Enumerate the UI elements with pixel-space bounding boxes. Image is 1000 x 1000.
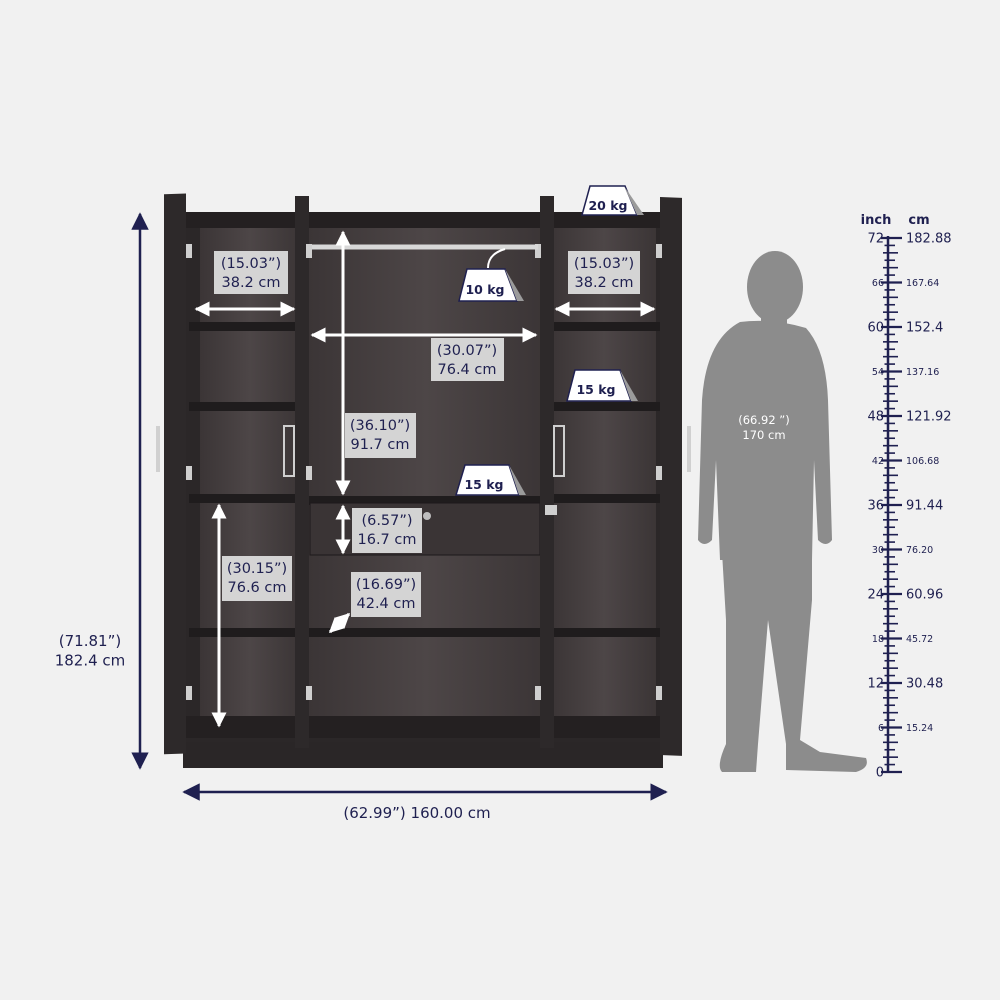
right-shelf-2 — [552, 402, 660, 411]
label-line: 16.7 cm — [357, 531, 417, 548]
label-line: (6.57”) — [361, 513, 413, 529]
ruler-labels — [867, 232, 951, 781]
load-label-top: 20 kg — [588, 198, 628, 213]
handle-outer-left — [156, 426, 160, 472]
label-line: (66.92 ”) — [738, 413, 790, 427]
ruler-inch-label: 6 — [877, 722, 884, 734]
label-line: 42.4 cm — [356, 595, 416, 612]
ruler-cm-label: 152.4 — [906, 320, 944, 336]
label-line: (15.03”) — [220, 256, 282, 272]
label-line: (16.69”) — [355, 577, 417, 593]
overall-height-label — [55, 632, 126, 670]
person-height-label — [738, 413, 790, 442]
door-left-outer — [164, 194, 186, 755]
ruler-inch-label: 0 — [875, 765, 884, 781]
label-line: (36.10”) — [349, 418, 411, 434]
label-line: (71.81”) — [58, 632, 122, 650]
door-right-outer — [660, 197, 682, 756]
ruler-inch-label: 66 — [871, 277, 884, 289]
ruler-cm-header: cm — [908, 213, 930, 228]
ruler-inch-header: inch — [860, 213, 892, 228]
bottom-rail — [183, 716, 663, 738]
ruler-cm-label: 91.44 — [906, 498, 944, 514]
label-line: 38.2 cm — [221, 274, 281, 291]
ruler-inch-label: 12 — [867, 676, 884, 692]
load-label-right-shelf: 15 kg — [576, 382, 616, 397]
label-line: 170 cm — [742, 427, 786, 442]
ruler-cm-label: 60.96 — [906, 587, 944, 603]
handle-outer-right — [687, 426, 691, 472]
left-shelf-2 — [189, 402, 297, 411]
ruler-inch-label: 42 — [871, 455, 884, 467]
label-line: (30.15”) — [226, 561, 288, 577]
center-shelf-lower — [308, 628, 541, 637]
ruler-cm-label: 182.88 — [906, 231, 952, 247]
ruler-inch-label: 24 — [867, 587, 884, 603]
right-shelf-1 — [552, 322, 660, 331]
ruler-inch-label: 60 — [867, 320, 884, 336]
height-ruler — [867, 232, 951, 781]
right-shelf-3 — [552, 494, 660, 503]
label-line: 38.2 cm — [574, 274, 634, 291]
ruler-cm-label: 30.48 — [906, 676, 944, 692]
overall-width-label: (62.99”) 160.00 cm — [343, 804, 491, 822]
person-silhouette — [698, 251, 867, 772]
ruler-cm-label: 167.64 — [906, 277, 940, 289]
label-line: (30.07”) — [436, 343, 498, 359]
label-line: 182.4 cm — [54, 651, 126, 670]
ruler-cm-label: 106.68 — [906, 455, 940, 467]
ruler-inch-label: 72 — [867, 231, 884, 247]
label-line: (15.03”) — [573, 256, 635, 272]
door-right-inner — [540, 196, 554, 748]
label-line: 76.4 cm — [437, 361, 497, 378]
ruler-cm-label: 15.24 — [906, 722, 934, 734]
right-back-panel — [552, 226, 656, 726]
ruler-cm-label: 121.92 — [906, 409, 952, 425]
left-shelf-1 — [189, 322, 297, 331]
ruler-cm-label: 137.16 — [906, 366, 940, 378]
label-line: 76.6 cm — [227, 579, 287, 596]
right-shelf-4 — [552, 628, 660, 637]
drawer-lock — [423, 512, 431, 520]
plinth — [183, 738, 663, 768]
ruler-minor-ticks — [881, 238, 902, 772]
ruler-inch-label: 30 — [871, 544, 884, 556]
load-label-rod: 10 kg — [465, 282, 505, 297]
ruler-inch-label: 18 — [871, 633, 884, 645]
load-label-drawer-top: 15 kg — [464, 477, 504, 492]
left-shelf-3 — [189, 494, 297, 503]
label-line: 91.7 cm — [350, 436, 410, 453]
ruler-inch-label: 36 — [867, 498, 884, 514]
ruler-inch-label: 54 — [871, 366, 884, 378]
left-shelf-4 — [189, 628, 297, 637]
ruler-inch-label: 48 — [867, 409, 884, 425]
ruler-cm-label: 76.20 — [906, 544, 934, 556]
ruler-cm-label: 45.72 — [906, 633, 934, 645]
